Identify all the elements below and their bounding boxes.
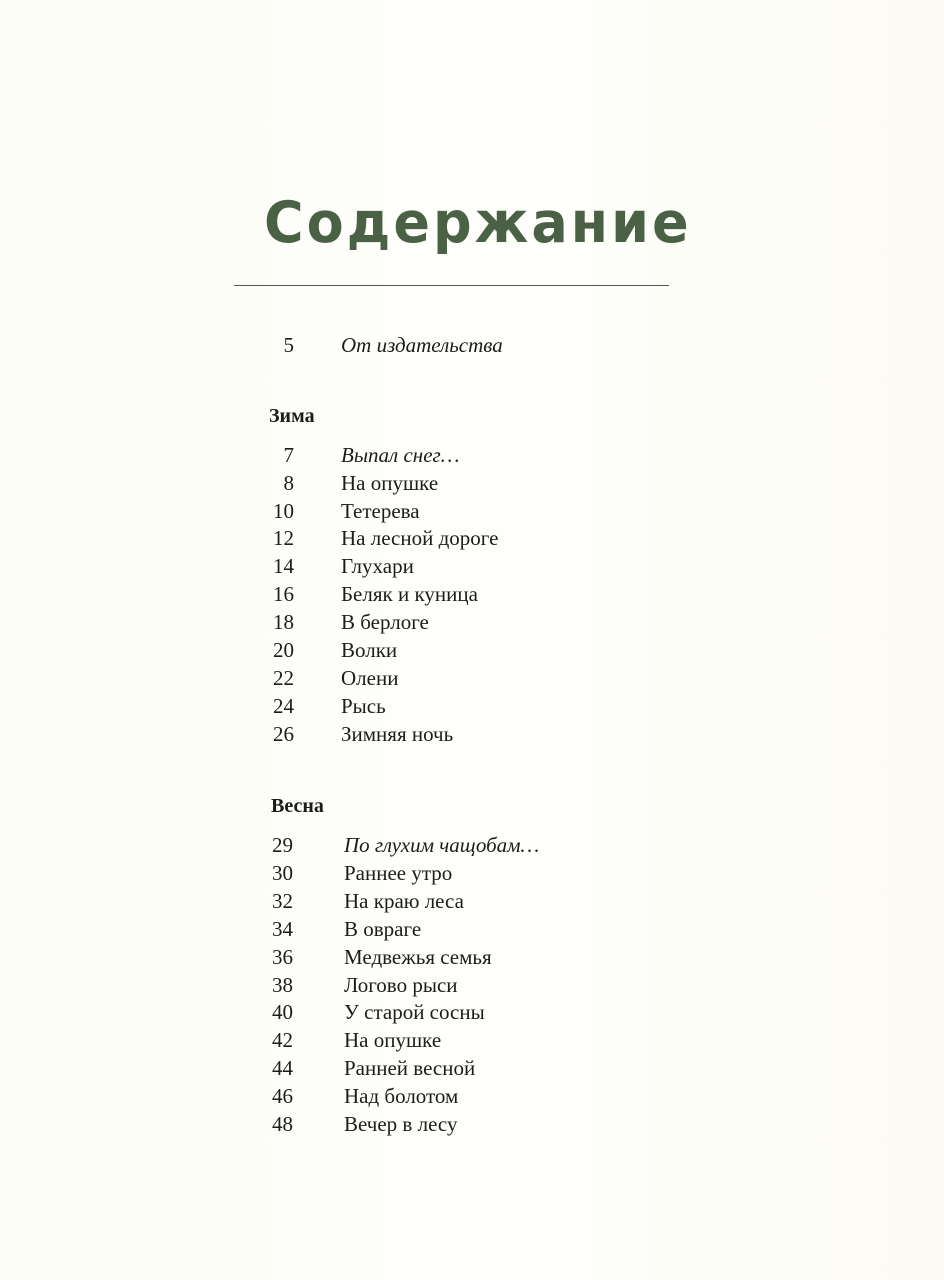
toc-entry-title: На опушке xyxy=(344,1028,442,1052)
toc-entry xyxy=(0,971,944,999)
toc-entry-title: Вечер в лесу xyxy=(344,1112,458,1136)
toc-page-number: 14 xyxy=(273,554,294,578)
toc-entry-intro xyxy=(0,331,944,359)
toc-entry xyxy=(0,1082,944,1110)
toc-entry xyxy=(0,692,944,720)
toc-page-number: 24 xyxy=(273,694,294,718)
toc-page-number: 46 xyxy=(272,1084,293,1108)
toc-entry xyxy=(0,441,944,469)
toc-entry xyxy=(0,720,944,748)
toc-entry-title: От издательства xyxy=(341,333,503,357)
toc-page-number: 32 xyxy=(272,889,293,913)
toc-page-number: 29 xyxy=(272,833,293,857)
section-heading-spring: Весна xyxy=(271,795,324,817)
toc-entry xyxy=(0,1110,944,1138)
toc-page-number: 16 xyxy=(273,582,294,606)
toc-entry-title: Раннее утро xyxy=(344,861,453,885)
toc-page-number: 5 xyxy=(283,333,294,357)
toc-page-number: 48 xyxy=(272,1112,293,1136)
toc-entry-title: Зимняя ночь xyxy=(341,722,454,746)
toc-page-number: 10 xyxy=(273,499,294,523)
toc-entry xyxy=(0,580,944,608)
toc-entry-title: Олени xyxy=(341,666,399,690)
toc-entry-title: Медвежья семья xyxy=(344,945,492,969)
toc-entry xyxy=(0,664,944,692)
toc-entry xyxy=(0,887,944,915)
toc-page-number: 42 xyxy=(272,1028,293,1052)
toc-entry-title: Волки xyxy=(341,638,398,662)
toc-entry-title: Ранней весной xyxy=(344,1056,476,1080)
toc-page-number: 40 xyxy=(272,1000,293,1024)
toc-page-number: 18 xyxy=(273,610,294,634)
toc-page-number: 44 xyxy=(272,1056,293,1080)
toc-page-number: 34 xyxy=(272,917,293,941)
toc-entry-title: Глухари xyxy=(341,554,414,578)
section-heading-winter: Зима xyxy=(269,405,315,427)
toc-entry xyxy=(0,469,944,497)
toc-page-number: 22 xyxy=(273,666,294,690)
toc-entry-title: Выпал снег… xyxy=(341,443,460,467)
toc-entry xyxy=(0,524,944,552)
title-divider xyxy=(234,285,669,286)
toc-entry-title: Беляк и куница xyxy=(341,582,478,606)
toc-entry-title: Логово рыси xyxy=(344,973,458,997)
toc-entry-title: По глухим чащобам… xyxy=(344,833,540,857)
toc-entry-title: На краю леса xyxy=(344,889,464,913)
toc-page-number: 20 xyxy=(273,638,294,662)
toc-entry-title: У старой сосны xyxy=(344,1000,485,1024)
toc-entry xyxy=(0,915,944,943)
toc-entry-title: В овраге xyxy=(344,917,422,941)
toc-page-number: 26 xyxy=(273,722,294,746)
page-title: Содержание xyxy=(264,189,692,256)
toc-page-number: 38 xyxy=(272,973,293,997)
toc-entry xyxy=(0,1054,944,1082)
toc-entry xyxy=(0,552,944,580)
toc-entry-title: На опушке xyxy=(341,471,439,495)
toc-entry-title: В берлоге xyxy=(341,610,429,634)
toc-entry-title: Над болотом xyxy=(344,1084,459,1108)
toc-page-number: 12 xyxy=(273,526,294,550)
toc-entry-title: Рысь xyxy=(341,694,386,718)
toc-entry xyxy=(0,497,944,525)
toc-entry-title: На лесной дороге xyxy=(341,526,499,550)
toc-entry xyxy=(0,636,944,664)
toc-entry xyxy=(0,608,944,636)
toc-entry xyxy=(0,1026,944,1054)
toc-page-number: 7 xyxy=(283,443,294,467)
toc-entry xyxy=(0,998,944,1026)
toc-entry xyxy=(0,831,944,859)
toc-entry-title: Тетерева xyxy=(341,499,420,523)
toc-page-number: 30 xyxy=(272,861,293,885)
toc-entry xyxy=(0,859,944,887)
toc-page-number: 36 xyxy=(272,945,293,969)
toc-page-number: 8 xyxy=(283,471,294,495)
toc-entry xyxy=(0,943,944,971)
